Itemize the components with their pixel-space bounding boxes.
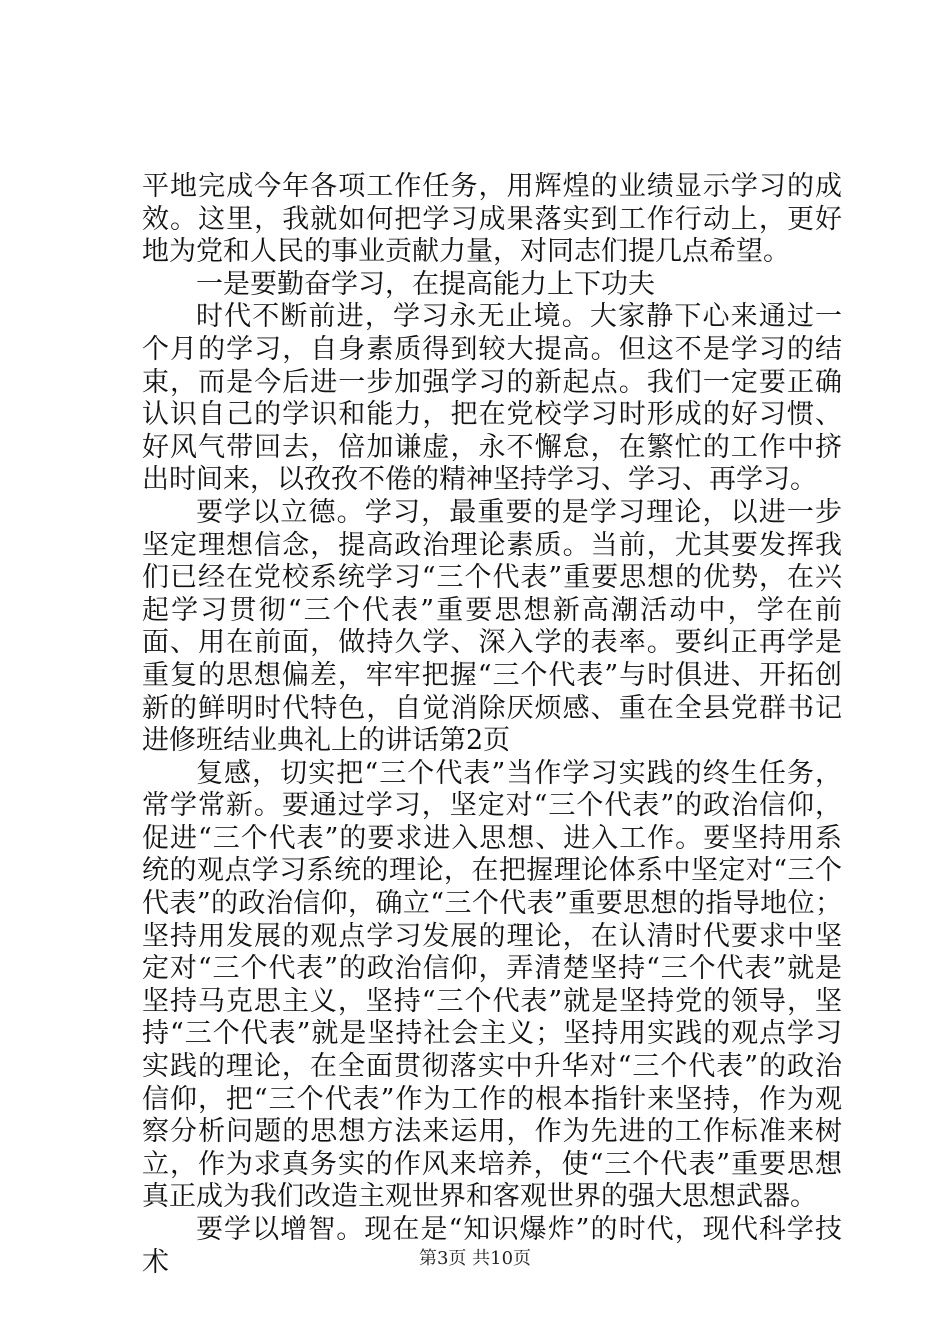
section-heading: 一是要勤奋学习，在提高能力上下功夫: [196, 268, 655, 300]
paragraph: 时代不断前进，学习永无止境。大家静下心来通过一个月的学习，自身素质得到较大提高。但这不是学习的结束，而是今后进一步加强学习的新起点。我们一定要正确认识自己的学识和能力，把在党校学习时形成的好习惯、好风气带回去，倍加谦虚，永不懈怠，在繁忙的工作中挤出时间来，以孜孜不倦的精神坚持学习、学习、再学习。: [142, 301, 842, 496]
paragraph: 要学以立德。学习，最重要的是学习理论，以进一步坚定理想信念，提高政治理论素质。当前，尤其要发挥我们已经在党校系统学习“三个代表”重要思想的优势，在兴起学习贯彻“三个代表”重要思想新高潮活动中，学在前面、用在前面，做持久学、深入学的表率。要纠正再学是重复的思想偏差，牢牢把握“三个代表”与时俱进、开拓创新的鲜明时代特色，自觉消除厌烦感、重在全县党群书记进修班结业典礼上的讲话第2页: [142, 496, 842, 757]
page-footer: 第3页 共10页: [418, 1248, 532, 1269]
paragraph: 复感，切实把“三个代表”当作学习实践的终生任务，常学常新。要通过学习，坚定对“三个代表”的政治信仰，促进“三个代表”的要求进入思想、进入工作。要坚持用系统的观点学习系统的理论，在把握理论体系中坚定对“三个代表”的政治信仰，确立“三个代表”重要思想的指导地位；坚持用发展的观点学习发展的理论，在认清时代要求中坚定对“三个代表”的政治信仰，弄清楚坚持“三个代表”就是坚持马克思主义，坚持“三个代表”就是坚持党的领导，坚持“三个代表”就是坚持社会主义；坚持用实践的观点学习实践的理论，在全面贯彻落实中升华对“三个代表”的政治信仰，把“三个代表”作为工作的根本指针来坚持，作为观察分析问题的思想方法来运用，作为先进的工作标准来树立，作为求真务实的作风来培养，使“三个代表”重要思想真正成为我们改造主观世界和客观世界的强大思想武器。: [142, 757, 842, 1213]
document-body: [142, 171, 842, 1279]
paragraph-continuation: 平地完成今年各项工作任务，用辉煌的业绩显示学习的成效。这里，我就如何把学习成果落实到工作行动上，更好地为党和人民的事业贡献力量，对同志们提几点希望。: [142, 171, 842, 268]
paragraph: 要学以增智。现在是“知识爆炸”的时代，现代科学技术: [142, 1214, 842, 1278]
